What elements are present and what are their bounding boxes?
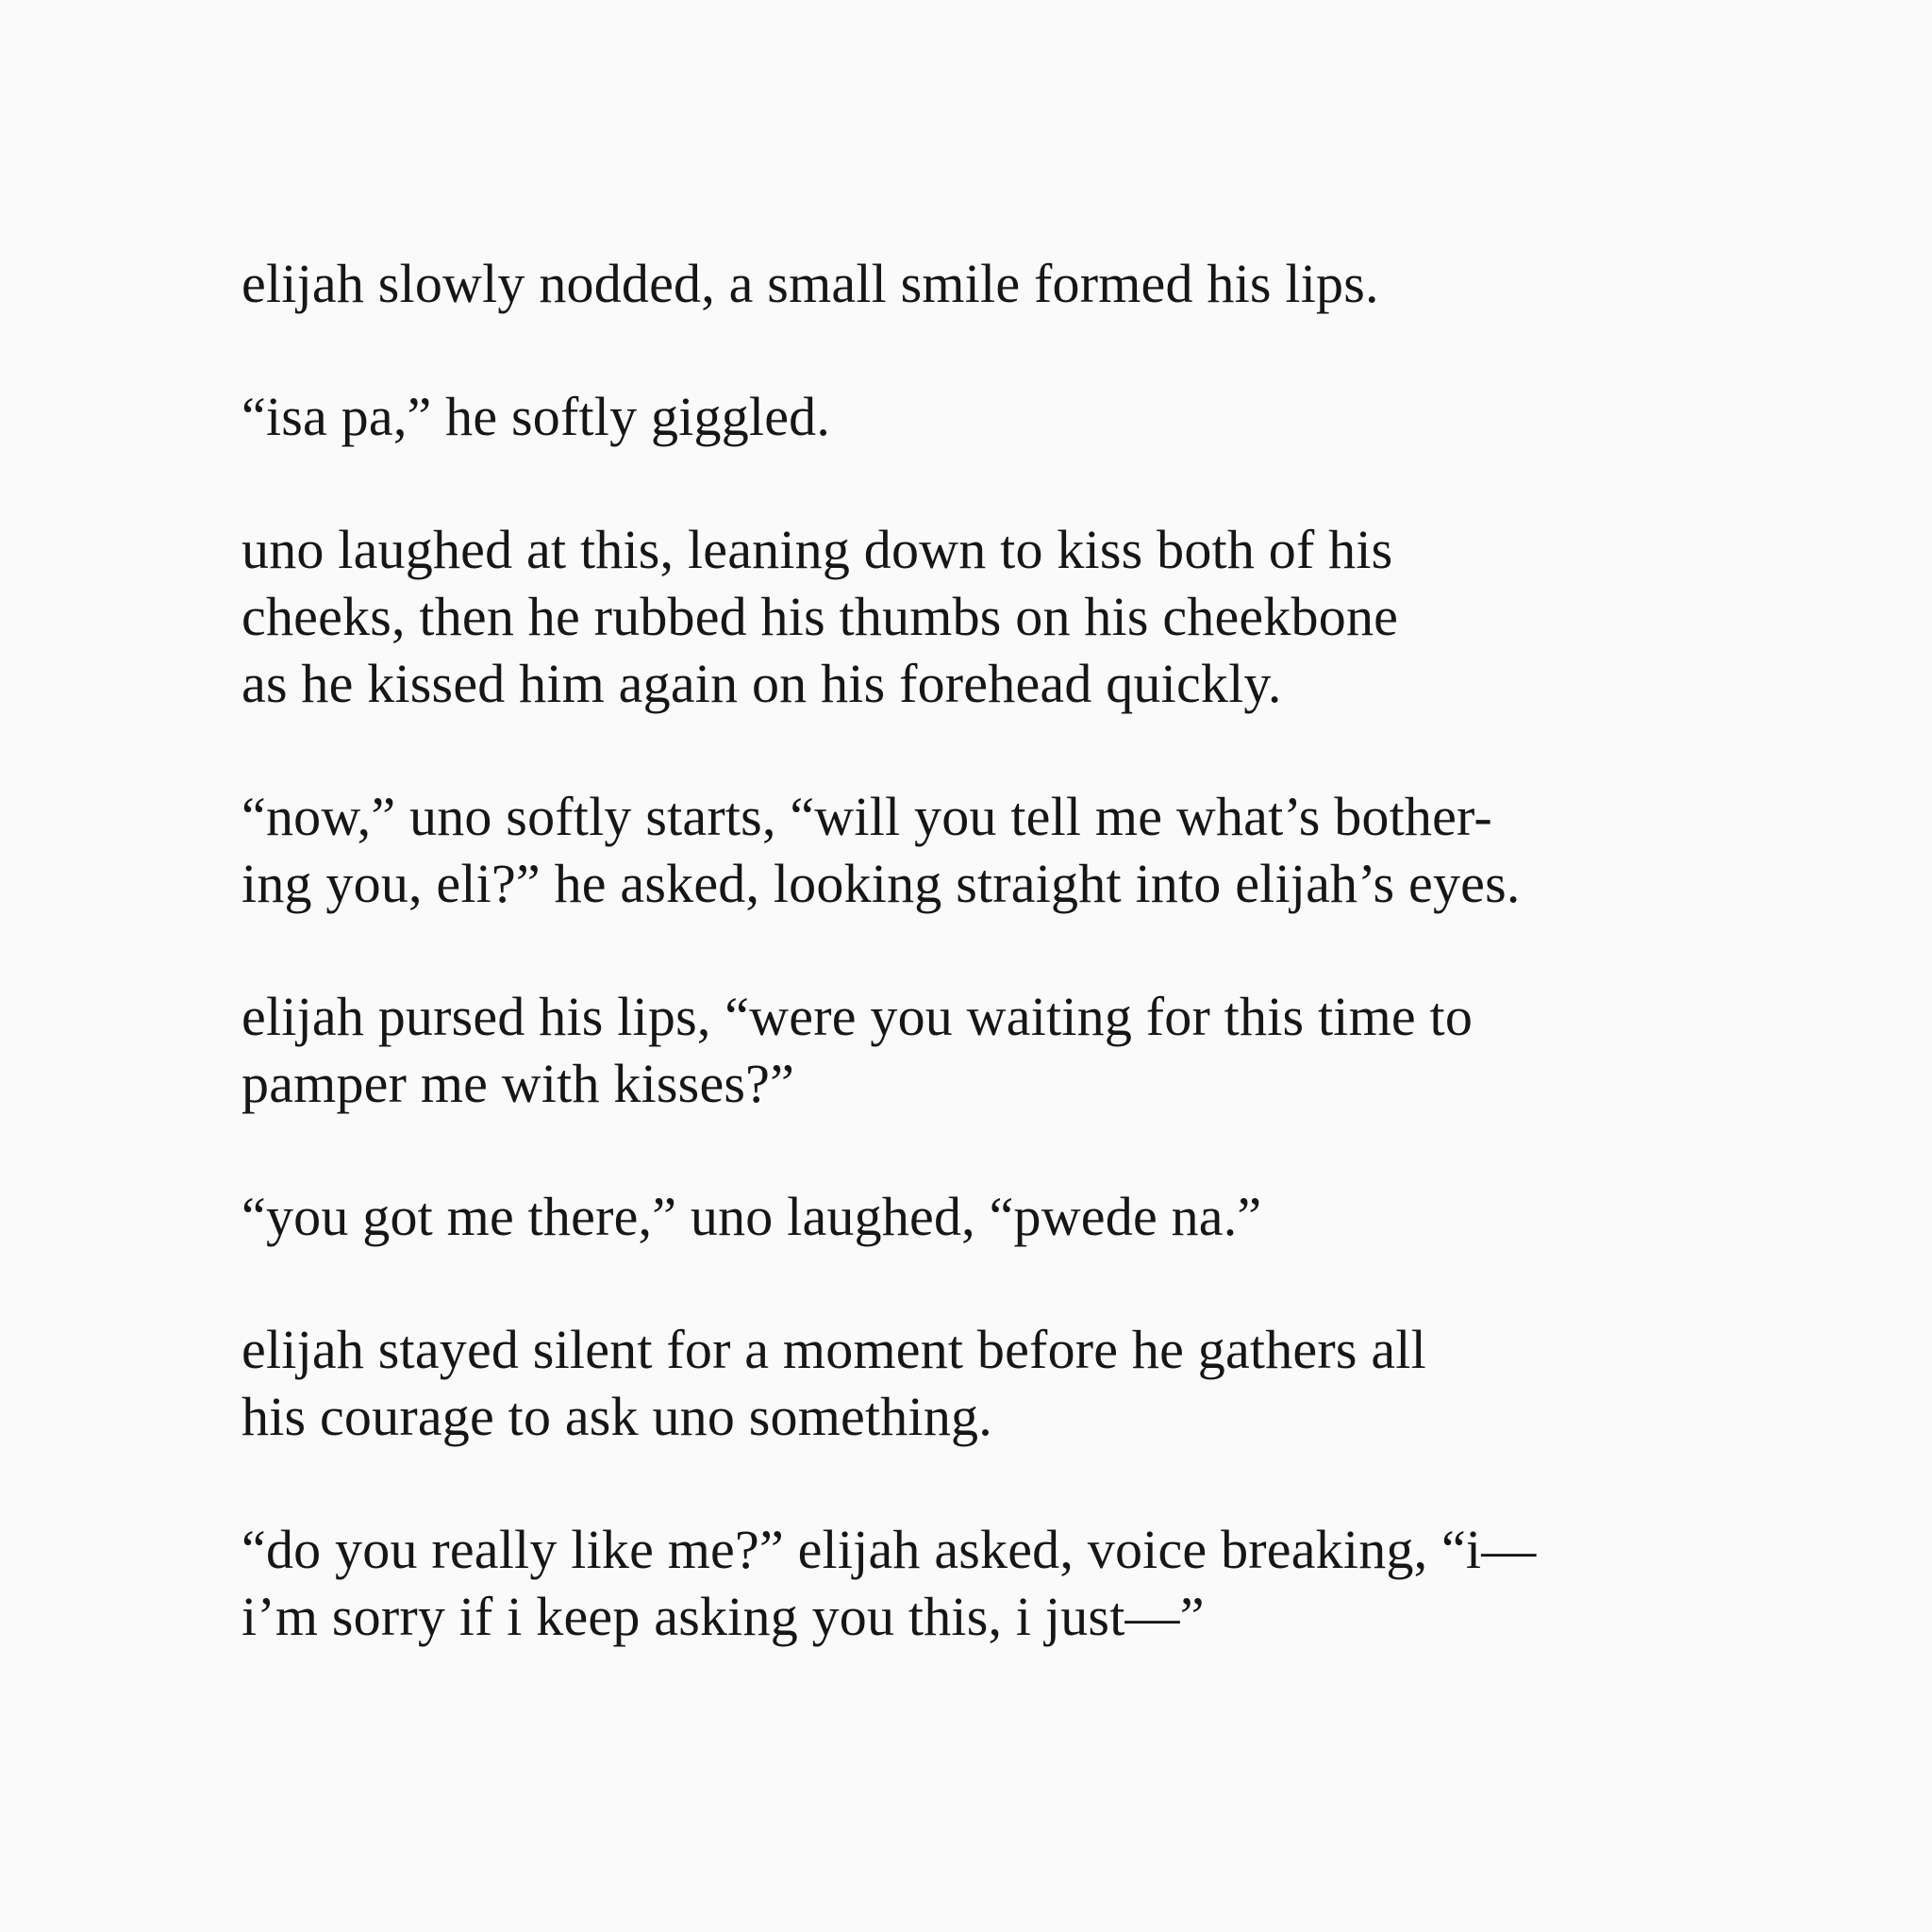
text-line: “do you really like me?” elijah asked, voice breaking, “i—	[242, 1519, 1537, 1580]
text-line: elijah stayed silent for a moment before he gathers all	[242, 1319, 1426, 1380]
text-line: elijah pursed his lips, “were you waiting for this time to	[242, 986, 1474, 1047]
text-line: his courage to ask uno something.	[242, 1386, 992, 1447]
paragraph-4	[242, 783, 1751, 917]
paragraph-1	[242, 250, 1751, 317]
paragraph-6	[242, 1183, 1751, 1250]
text-line: as he kissed him again on his forehead quickly.	[242, 653, 1282, 714]
text-line: elijah slowly nodded, a small smile formed his lips.	[242, 253, 1379, 314]
paragraph-5	[242, 983, 1751, 1117]
text-line: “isa pa,” he softly giggled.	[242, 386, 831, 447]
text-line: “now,” uno softly starts, “will you tell me what’s bother-	[242, 786, 1492, 847]
text-line: uno laughed at this, leaning down to kiss both of his	[242, 519, 1393, 580]
paragraph-2	[242, 383, 1751, 450]
text-line: “you got me there,” uno laughed, “pwede na.”	[242, 1186, 1262, 1247]
text-line: pamper me with kisses?”	[242, 1053, 795, 1114]
story-text	[242, 250, 1751, 1716]
paragraph-8	[242, 1516, 1751, 1650]
paragraph-7	[242, 1316, 1751, 1450]
text-line: ing you, eli?” he asked, looking straight into elijah’s eyes.	[242, 853, 1521, 914]
paragraph-3	[242, 516, 1751, 717]
text-line: i’m sorry if i keep asking you this, i just—”	[242, 1586, 1205, 1647]
text-line: cheeks, then he rubbed his thumbs on his cheekbone	[242, 586, 1399, 647]
